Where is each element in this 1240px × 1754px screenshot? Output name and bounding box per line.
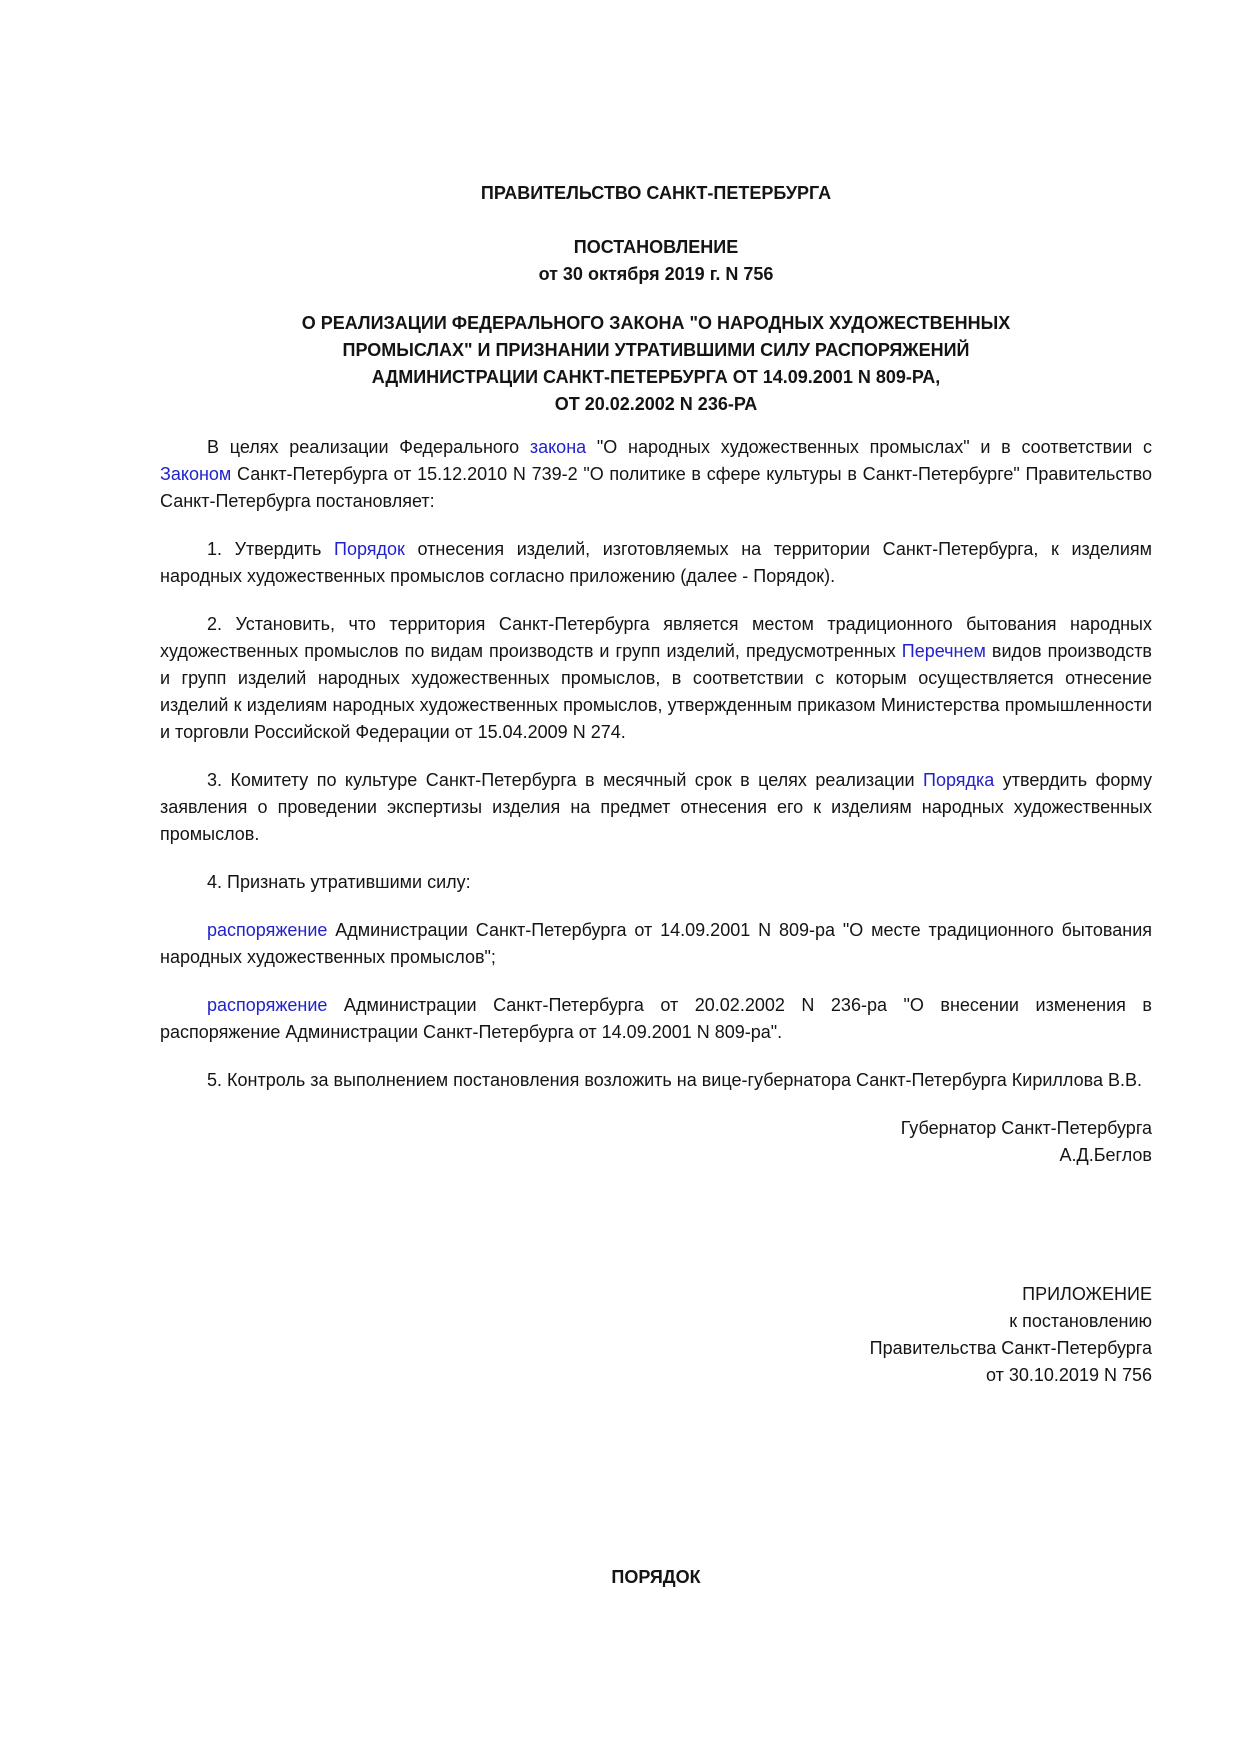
paragraph-text: В целях реализации Федерального <box>207 437 530 457</box>
paragraph-6 <box>160 917 1152 971</box>
paragraph-text: 2. Установить, что территория Санкт-Петербурга является местом традиционного бытования народных художественных промыслов по видам производств и групп изделий, предусмотренных <box>160 614 1152 661</box>
paragraph-4 <box>160 767 1152 848</box>
document-type: ПОСТАНОВЛЕНИЕ <box>573 237 739 257</box>
document-link[interactable]: распоряжение <box>207 920 328 940</box>
organization-title: ПРАВИТЕЛЬСТВО САНКТ-ПЕТЕРБУРГА <box>480 183 832 203</box>
paragraph-7 <box>160 992 1152 1046</box>
paragraph-text: 1. Утвердить <box>207 539 335 559</box>
paragraph-text: видов производств и групп изделий народных художественных промыслов, в соответствии с которым осуществляется отнесение изделий к изделиям народных художественных промыслов, утвержденным приказом Министерства промышленности и торговли Российской Федерации от 15.04.2009 N 274. <box>160 641 1152 742</box>
document-link[interactable]: Порядок <box>334 539 405 559</box>
paragraph-1 <box>160 434 1152 515</box>
paragraph-text: 4. Признать утратившими силу: <box>207 872 471 892</box>
signature-position: Губернатор Санкт-Петербурга <box>900 1118 1152 1138</box>
appendix-reference-line: к постановлению <box>1009 1311 1152 1331</box>
appendix-document-title: ПОРЯДОК <box>611 1567 701 1587</box>
document-title-line: ПРОМЫСЛАХ" И ПРИЗНАНИИ УТРАТИВШИМИ СИЛУ РАСПОРЯЖЕНИЙ <box>342 340 970 360</box>
appendix-reference-line: от 30.10.2019 N 756 <box>986 1365 1152 1385</box>
document-title-line: ОТ 20.02.2002 N 236-РА <box>554 394 758 414</box>
paragraph-2 <box>160 536 1152 590</box>
document-title-line: АДМИНИСТРАЦИИ САНКТ-ПЕТЕРБУРГА ОТ 14.09.2001 N 809-РА, <box>371 367 941 387</box>
document-link[interactable]: Порядка <box>923 770 995 790</box>
signature-block <box>160 1115 1152 1169</box>
paragraph-8 <box>160 1067 1152 1094</box>
document-link[interactable]: закона <box>529 437 587 457</box>
paragraph-text: "О народных художественных промыслах" и в соответствии с <box>586 437 1152 457</box>
document-link[interactable]: Перечнем <box>901 641 986 661</box>
appendix-reference-line: Правительства Санкт-Петербурга <box>869 1338 1152 1358</box>
signature-name: А.Д.Беглов <box>1059 1145 1152 1165</box>
paragraph-text: 5. Контроль за выполнением постановления возложить на вице-губернатора Санкт-Петербурга Кириллова В.В. <box>207 1070 1142 1090</box>
document-date-number: от 30 октября 2019 г. N 756 <box>538 264 774 284</box>
paragraph-text: 3. Комитету по культуре Санкт-Петербурга в месячный срок в целях реализации <box>207 770 924 790</box>
paragraph-text: отнесения изделий, изготовляемых на территории Санкт-Петербурга, к изделиям народных художественных промыслов согласно приложению (далее - Порядок). <box>160 539 1152 586</box>
document-body <box>160 434 1152 1094</box>
paragraph-text: утвердить форму заявления о проведении экспертизы изделия на предмет отнесения его к изделиям народных художественных промыслов. <box>160 770 1152 844</box>
appendix-reference-line: ПРИЛОЖЕНИЕ <box>1022 1284 1152 1304</box>
paragraph-text: Администрации Санкт-Петербурга от 14.09.2001 N 809-ра "О месте традиционного бытования народных художественных промыслов"; <box>160 920 1152 967</box>
appendix-reference <box>160 1281 1152 1389</box>
document-link[interactable]: Законом <box>160 464 232 484</box>
paragraph-5 <box>160 869 1152 896</box>
paragraph-text: Санкт-Петербурга от 15.12.2010 N 739-2 "О политике в сфере культуры в Санкт-Петербурге" Правительство Санкт-Петербурга постановляет: <box>160 464 1152 511</box>
document-link[interactable]: распоряжение <box>207 995 328 1015</box>
paragraph-3 <box>160 611 1152 746</box>
document-title-line: О РЕАЛИЗАЦИИ ФЕДЕРАЛЬНОГО ЗАКОНА "О НАРОДНЫХ ХУДОЖЕСТВЕННЫХ <box>301 313 1011 333</box>
paragraph-text: Администрации Санкт-Петербурга от 20.02.2002 N 236-ра "О внесении изменения в распоряжение Администрации Санкт-Петербурга от 14.09.2001 N 809-ра". <box>160 995 1152 1042</box>
document-title <box>160 310 1152 418</box>
